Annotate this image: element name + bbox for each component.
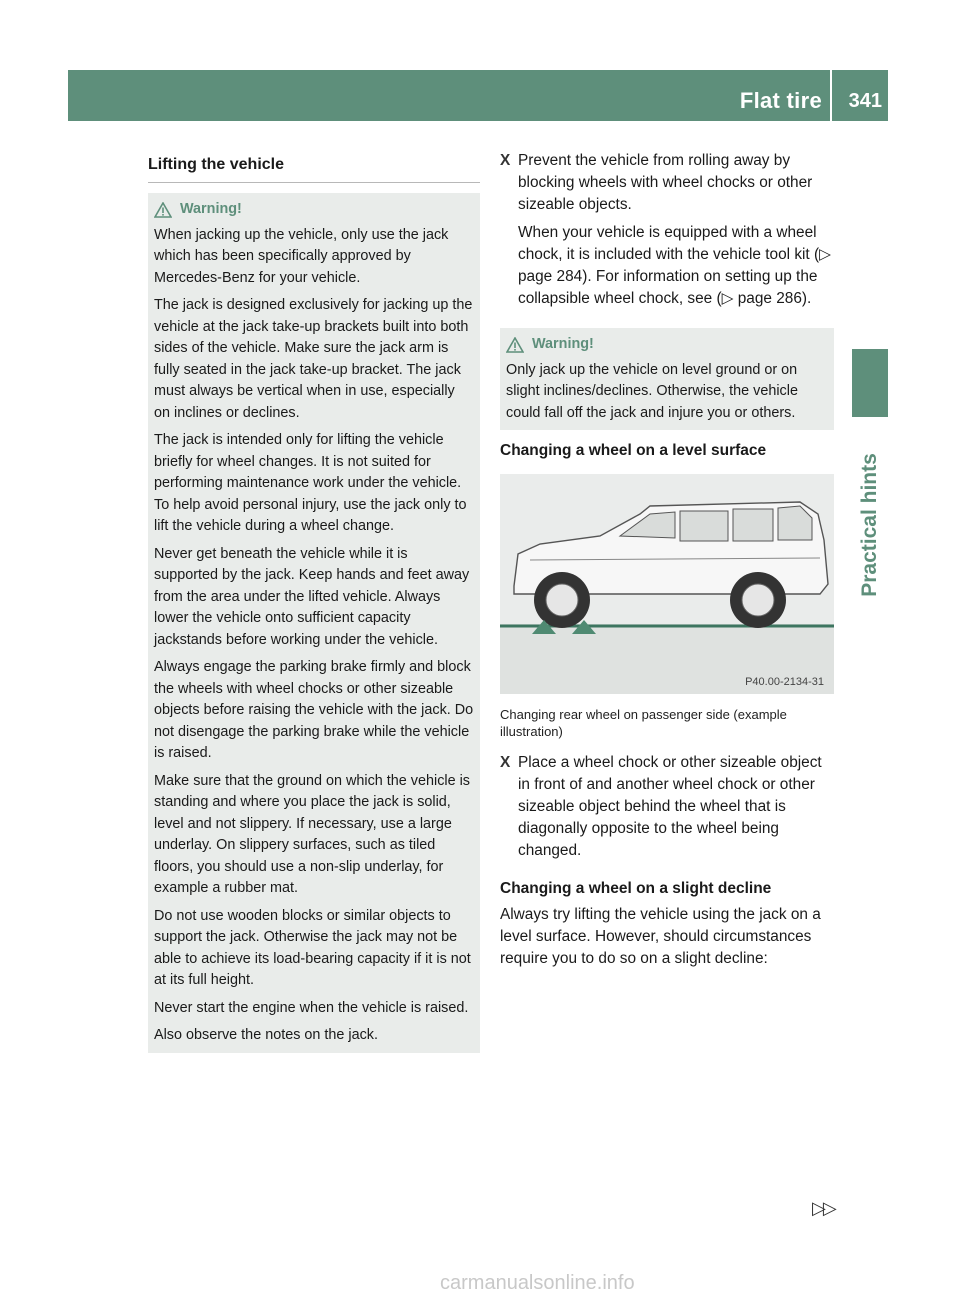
header-separator <box>830 70 832 121</box>
body-paragraph: Always try lifting the vehicle using the jack on a level surface. However, should circumstances require you to do so on a slight decline: <box>500 906 821 967</box>
watermark: carmanualsonline.info <box>440 1272 635 1294</box>
step-marker: X <box>500 152 511 169</box>
left-column <box>148 150 480 1053</box>
warning-paragraph: Only jack up the vehicle on level ground or on slight inclines/declines. Otherwise, the vehicle could fall off the jack and injure you or others. <box>506 361 798 421</box>
continue-arrow-icon: ▷▷ <box>812 1198 834 1218</box>
right-column <box>500 150 834 970</box>
vehicle-drawing <box>500 474 834 694</box>
warning-header <box>506 334 828 356</box>
warning-triangle-icon <box>506 337 524 353</box>
step-note: When your vehicle is equipped with a wheel chock, it is included with the vehicle tool kit (▷ page 284). For information on setting up the collapsible wheel chock, see (▷ page 286). <box>518 224 831 307</box>
step-text: Place a wheel chock or other sizeable object in front of and another wheel chock or other sizeable object behind the wheel that is diagonally opposite to the wheel being changed. <box>518 754 822 859</box>
instruction-step <box>500 752 834 868</box>
subheading: Changing a wheel on a level surface <box>500 442 767 459</box>
warning-paragraph: The jack is designed exclusively for jacking up the vehicle at the jack take-up brackets built into both sides of the vehicle. Make sure the jack arm is fully seated in the jack take-up bracket. The jack must always be vertical when in use, especially on inclines or declines. <box>154 297 473 421</box>
side-tab <box>852 420 888 630</box>
warning-paragraph: Never start the engine when the vehicle is raised. <box>154 999 469 1016</box>
warning-label: Warning! <box>532 336 594 352</box>
warning-paragraph: Always engage the parking brake firmly and block the wheels with wheel chocks or other sizeable objects before raising the vehicle with the jack. Do not disengage the parking brake while the vehicle is raised. <box>154 659 474 761</box>
figure-code: P40.00-2134-31 <box>745 676 824 688</box>
warning-box <box>148 193 480 1053</box>
side-tab-label: Practical hints <box>858 453 881 597</box>
warning-label: Warning! <box>180 201 242 217</box>
warning-paragraph: Also observe the notes on the jack. <box>154 1027 378 1043</box>
subheading: Changing a wheel on a slight decline <box>500 880 772 897</box>
section-title: Lifting the vehicle <box>148 150 480 183</box>
side-tab-marker <box>852 349 888 417</box>
instruction-step <box>500 150 834 316</box>
header-bar <box>68 70 888 121</box>
vehicle-illustration <box>500 474 834 694</box>
chapter-title: Flat tire <box>739 88 822 113</box>
warning-paragraph: Make sure that the ground on which the vehicle is standing and where you place the jack is solid, level and not slippery. If necessary, use a large underlay. On slippery surfaces, such as tiled floors, you should use a non-slip underlay, for example a rubber mat. <box>154 772 470 896</box>
warning-header <box>154 199 474 221</box>
page-number: 341 <box>848 90 882 112</box>
step-marker: X <box>500 754 511 771</box>
step-text: Prevent the vehicle from rolling away by blocking wheels with wheel chocks or other sizeable objects. <box>518 152 813 213</box>
warning-paragraph: The jack is intended only for lifting the vehicle briefly for wheel changes. It is not suited for performing maintenance work under the vehicle. To help avoid personal injury, use the jack only to lift the vehicle during a wheel change. <box>154 432 467 534</box>
figure-caption: Changing rear wheel on passenger side (example illustration) <box>500 707 787 739</box>
warning-paragraph: When jacking up the vehicle, only use the jack which has been specifically approved by Mercedes-Benz for your vehicle. <box>154 226 449 286</box>
warning-box <box>500 328 834 430</box>
warning-triangle-icon <box>154 202 172 218</box>
warning-paragraph: Do not use wooden blocks or similar objects to support the jack. Otherwise the jack may not be able to achieve its load-bearing capacity if it is not at its full height. <box>154 907 471 988</box>
warning-paragraph: Never get beneath the vehicle while it is supported by the jack. Keep hands and feet away from the area under the lifted vehicle. Always lower the vehicle onto sufficient capacity jackstands before working under the vehicle. <box>154 545 470 648</box>
